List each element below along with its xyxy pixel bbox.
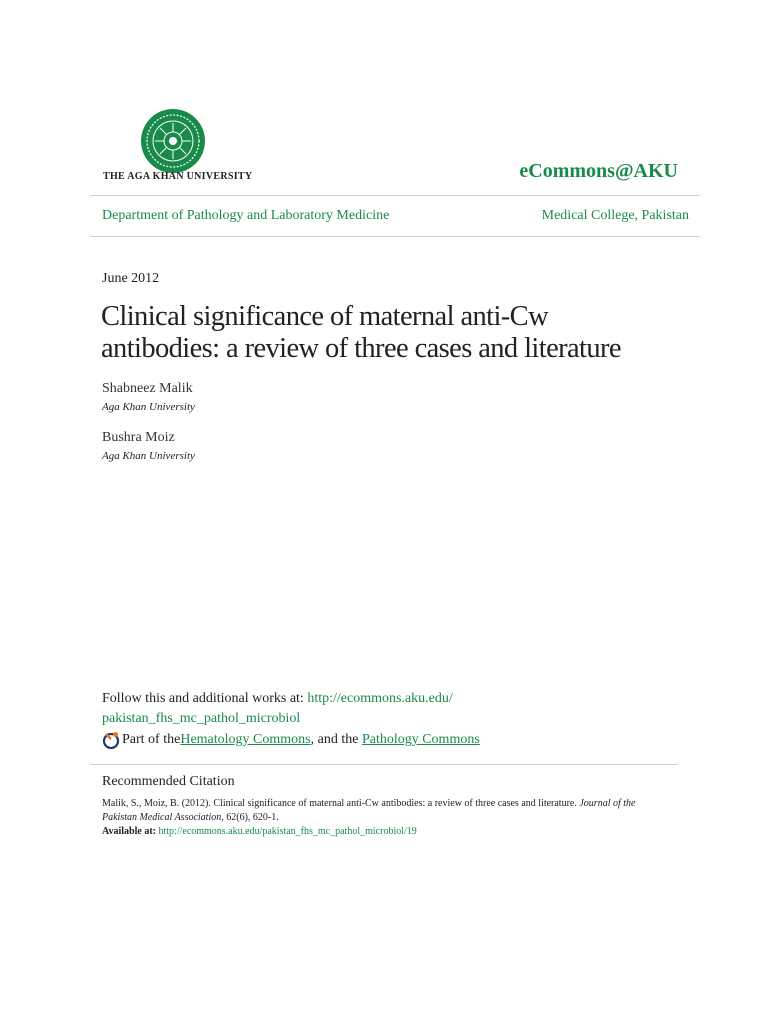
department-link[interactable]: Department of Pathology and Laboratory Medicine [102, 208, 390, 223]
citation-body [102, 797, 662, 839]
available-at-label: Available at: [102, 826, 159, 837]
top-divider [90, 195, 700, 196]
citation-text: Malik, S., Moiz, B. (2012). Clinical significance of maternal anti-Cw antibodies: a review of three cases and literature. [102, 798, 580, 809]
citation-heading: Recommended Citation [102, 774, 235, 789]
university-name: THE AGA KHAN UNIVERSITY [103, 171, 253, 182]
citation-divider [90, 764, 678, 765]
part-of-section [102, 731, 480, 749]
college-link[interactable]: Medical College, Pakistan [541, 208, 689, 223]
pathology-commons-link[interactable]: Pathology Commons [361, 732, 480, 747]
repository-link[interactable]: eCommons@AKU [519, 160, 678, 182]
follow-link[interactable]: http://ecommons.aku.edu/ [307, 691, 453, 706]
citation-volume: 62(6), 620-1. [223, 812, 279, 823]
bottom-divider [90, 236, 700, 237]
article-title-line2: antibodies: a review of three cases and literature [101, 333, 621, 364]
article-title-line1: Clinical significance of maternal anti-Cw [101, 301, 549, 332]
follow-link-continued[interactable]: pakistan_fhs_mc_pathol_microbiol [102, 711, 301, 726]
follow-section [102, 689, 662, 729]
part-of-prefix: Part of the [122, 732, 181, 747]
publication-date: June 2012 [102, 271, 160, 286]
follow-text: Follow this and additional works at: [102, 691, 308, 706]
author-affiliation: Aga Khan University [102, 401, 195, 413]
author-affiliation: Aga Khan University [102, 450, 195, 462]
part-of-middle: , and the [310, 732, 362, 747]
author-name: Shabneez Malik [102, 381, 193, 396]
author-name: Bushra Moiz [102, 430, 175, 445]
article-title [101, 301, 701, 365]
citation-url-link[interactable]: http://ecommons.aku.edu/pakistan_fhs_mc_pathol_microbiol/19 [158, 826, 417, 837]
creative-commons-icon [102, 731, 120, 749]
aku-logo-icon [140, 108, 206, 174]
hematology-commons-link[interactable]: Hematology Commons [180, 732, 311, 747]
citation-journal: Journal of the Pakistan Medical Association, [102, 798, 636, 823]
